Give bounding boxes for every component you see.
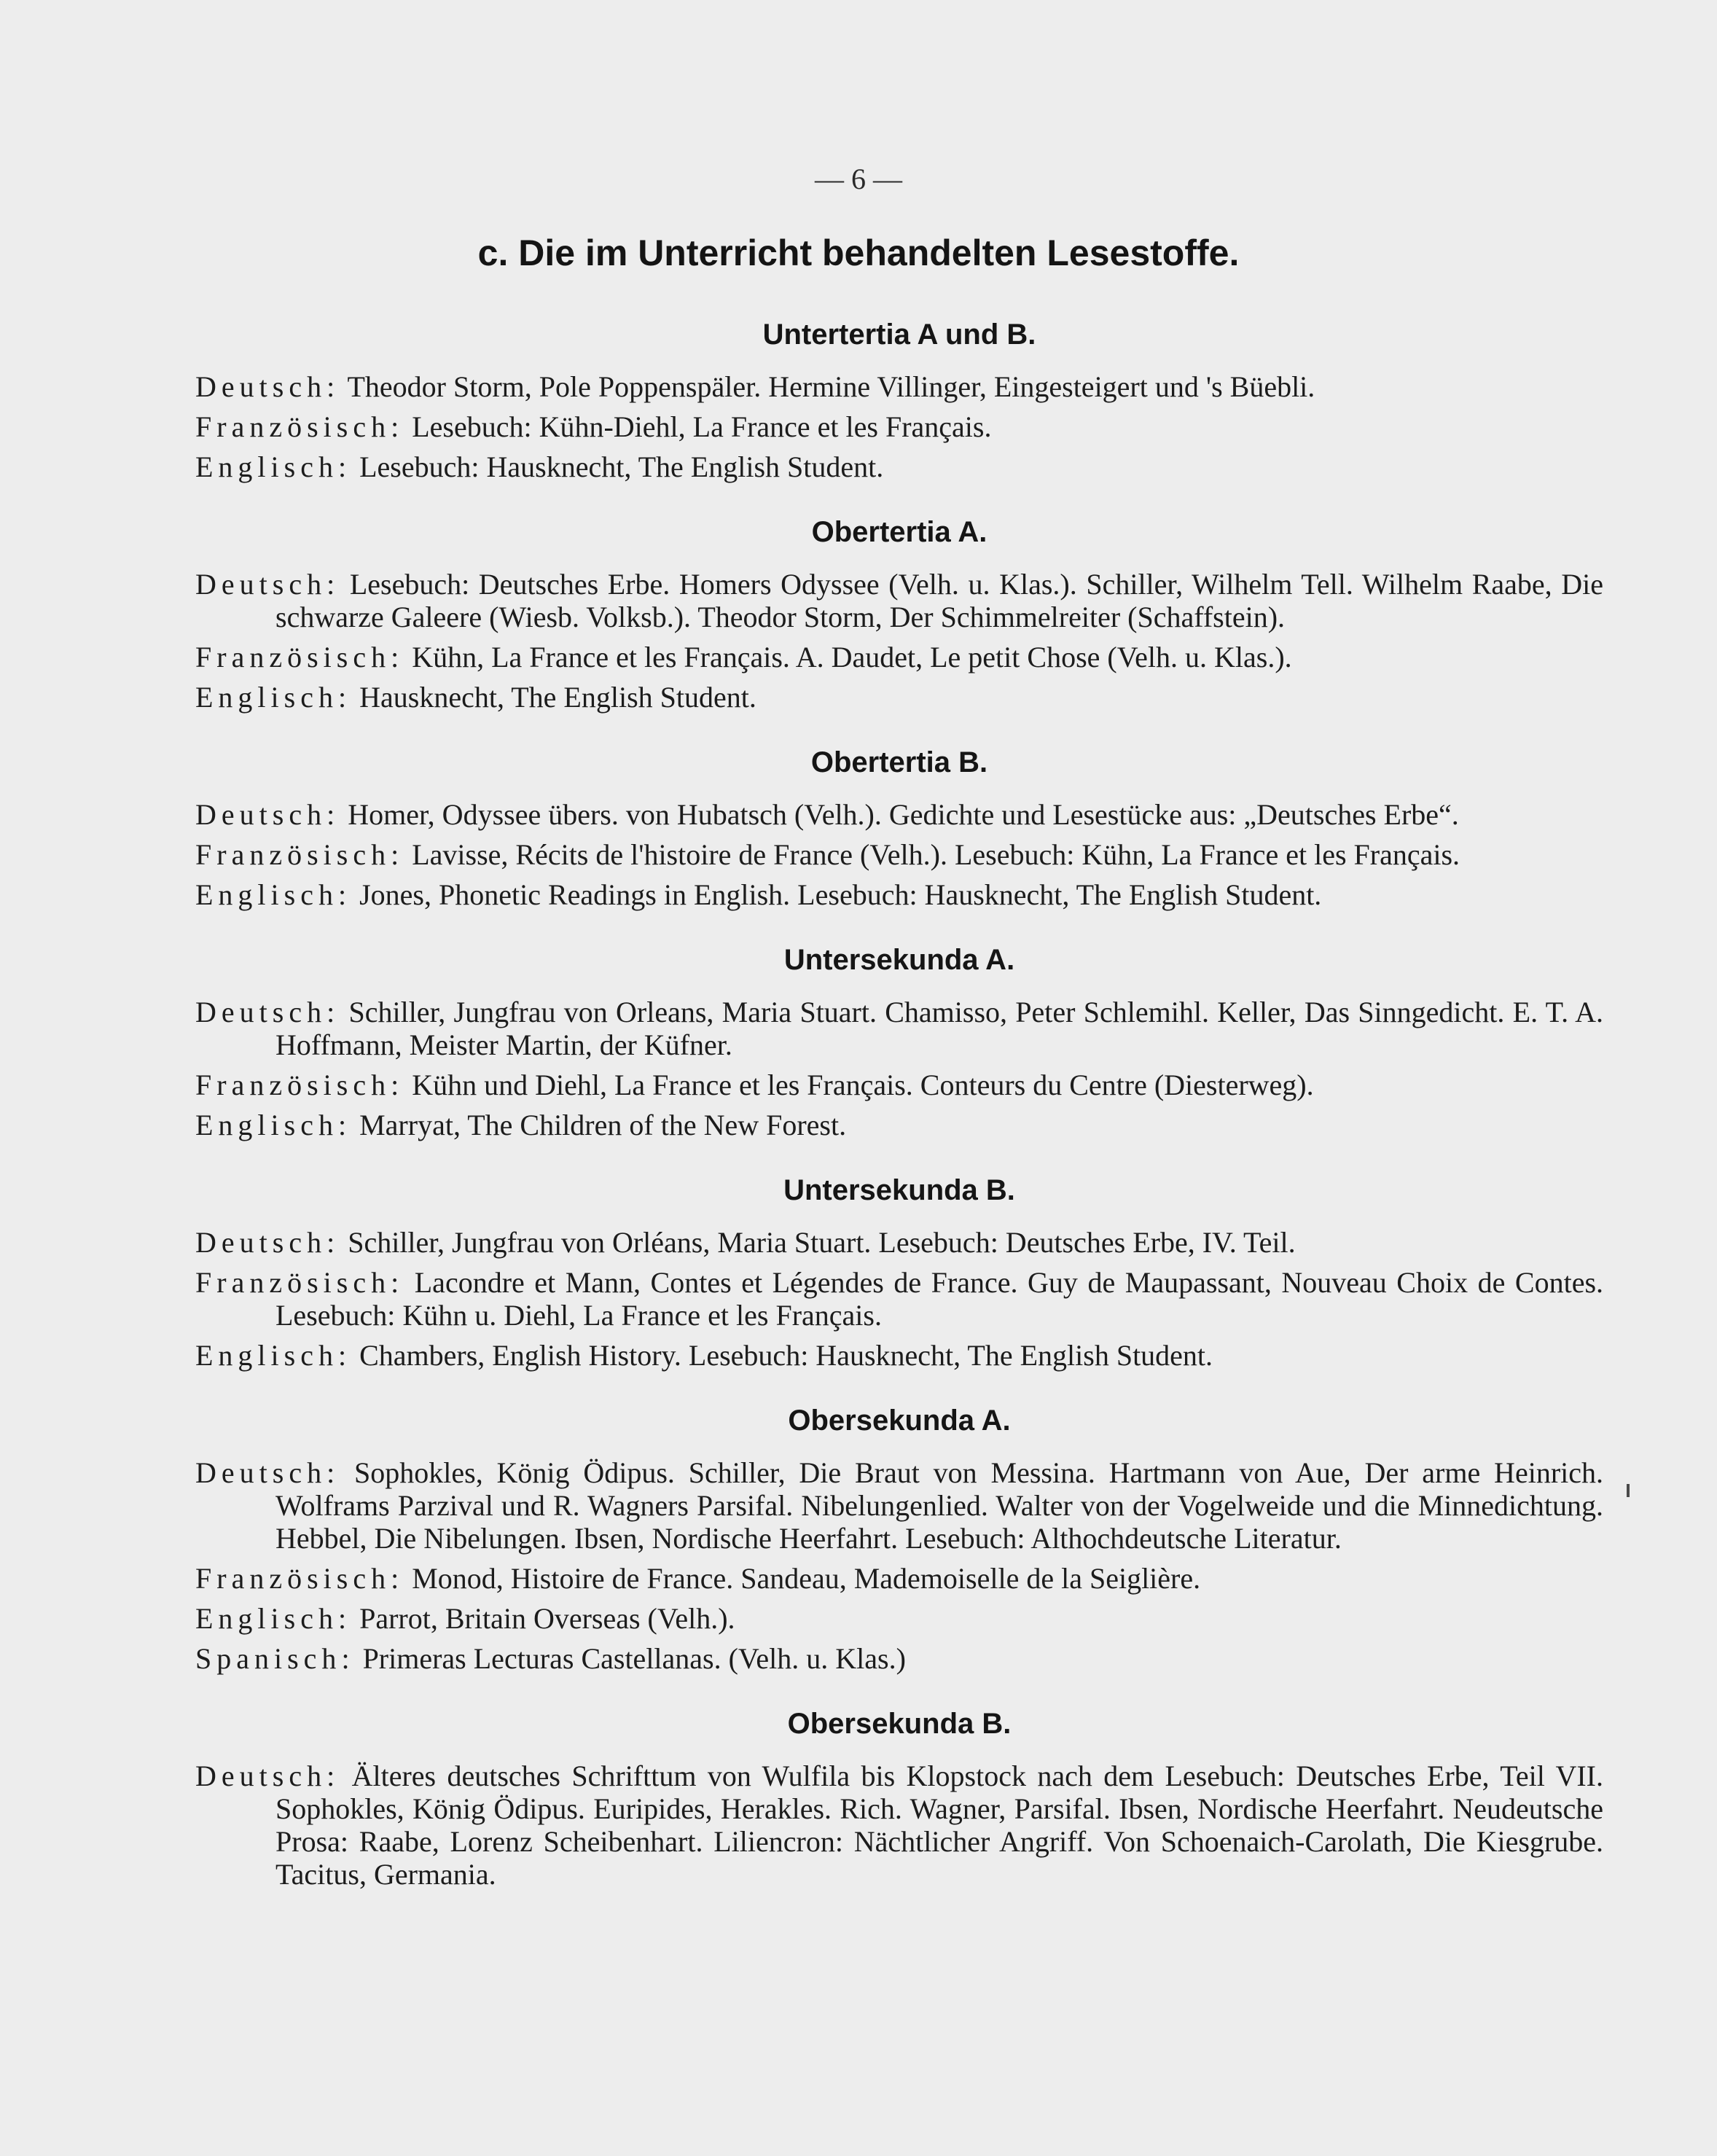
reading-entry <box>195 1642 1603 1675</box>
class-section <box>195 1703 1603 1891</box>
section-heading: Obertertia A. <box>811 516 987 548</box>
reading-text: Hausknecht, The English Student. <box>359 681 756 714</box>
subject-label: Deutsch <box>195 798 327 831</box>
subject-label: Englisch <box>195 681 338 714</box>
subject-label: Französisch <box>195 410 391 443</box>
subject-label: Französisch <box>195 1069 391 1101</box>
reading-entry <box>195 1109 1603 1141</box>
subject-label: Deutsch <box>195 370 327 403</box>
subject-label: Französisch <box>195 1562 391 1595</box>
section-heading: Obersekunda A. <box>788 1405 1011 1437</box>
reading-text: Schiller, Jungfrau von Orléans, Maria Stuart. Lesebuch: Deutsches Erbe, IV. Teil. <box>348 1226 1296 1259</box>
separator: : <box>391 410 399 443</box>
separator: : <box>391 641 399 673</box>
subject-label: Französisch <box>195 838 391 871</box>
class-section <box>195 1399 1603 1675</box>
separator: : <box>326 798 335 831</box>
reading-text: Lacondre et Mann, Contes et Légendes de France. Guy de Maupassant, Nouveau Choix de Contes. Lesebuch: Kühn u. Diehl, La France et les Français. <box>275 1266 1604 1332</box>
subject-label: Englisch <box>195 1109 338 1141</box>
reading-text: Sophokles, König Ödipus. Schiller, Die Braut von Messina. Hartmann von Aue, Der arme Heinrich. Wolframs Parzival und R. Wagners Parsifal. Nibelungenlied. Walter von der Vogelweide und die Minnedichtung. Hebbel, Die Nibelungen. Ibsen, Nordische Heerfahrt. Lesebuch: Althochdeutsche Literatur. <box>275 1456 1604 1555</box>
reading-entry <box>195 1602 1603 1635</box>
reading-text: Chambers, English History. Lesebuch: Hausknecht, The English Student. <box>359 1339 1213 1372</box>
separator: : <box>391 838 399 871</box>
separator: : <box>326 370 335 403</box>
subject-label: Französisch <box>195 641 391 673</box>
separator: : <box>326 996 335 1028</box>
subject-label: Französisch <box>195 1266 391 1299</box>
reading-text: Kühn und Diehl, La France et les Français. Conteurs du Centre (Diesterweg). <box>412 1069 1314 1101</box>
separator: : <box>326 1226 335 1259</box>
reading-entry <box>195 370 1603 403</box>
reading-text: Primeras Lecturas Castellanas. (Velh. u. Klas.) <box>362 1642 906 1675</box>
subject-label: Deutsch <box>195 1759 327 1792</box>
reading-list <box>195 313 1603 1918</box>
reading-entry <box>195 410 1603 443</box>
reading-entry <box>195 1226 1603 1259</box>
reading-text: Marryat, The Children of the New Forest. <box>359 1109 847 1141</box>
subject-label: Englisch <box>195 1339 338 1372</box>
separator: : <box>337 878 347 911</box>
reading-text: Lavisse, Récits de l'histoire de France (Velh.). Lesebuch: Kühn, La France et les Français. <box>412 838 1460 871</box>
reading-entry <box>195 450 1603 483</box>
separator: : <box>391 1562 399 1595</box>
subject-label: Deutsch <box>195 1456 327 1489</box>
separator: : <box>341 1642 350 1675</box>
reading-entry <box>195 1339 1603 1372</box>
class-section <box>195 741 1603 911</box>
scan-mark <box>1627 1484 1630 1497</box>
separator: : <box>391 1069 399 1101</box>
separator: : <box>337 450 347 483</box>
subject-label: Deutsch <box>195 996 327 1028</box>
separator: : <box>337 1339 347 1372</box>
subject-label: Deutsch <box>195 1226 327 1259</box>
separator: : <box>337 681 347 714</box>
subject-label: Englisch <box>195 1602 338 1635</box>
reading-text: Theodor Storm, Pole Poppenspäler. Hermine Villinger, Eingesteigert und 's Büebli. <box>347 370 1315 403</box>
reading-text: Lesebuch: Deutsches Erbe. Homers Odyssee (Velh. u. Klas.). Schiller, Wilhelm Tell. Wilhelm Raabe, Die schwarze Galeere (Wiesb. Volksb.). Theodor Storm, Der Schimmelreiter (Schaffstein). <box>275 568 1604 633</box>
reading-entry <box>195 878 1603 911</box>
section-heading: Obersekunda B. <box>787 1708 1012 1740</box>
reading-entry <box>195 798 1603 831</box>
class-section <box>195 939 1603 1141</box>
reading-text: Monod, Histoire de France. Sandeau, Mademoiselle de la Seiglière. <box>412 1562 1201 1595</box>
reading-text: Älteres deutsches Schrifttum von Wulfila bis Klopstock nach dem Lesebuch: Deutsches Erbe, Teil VII. Sophokles, König Ödipus. Euripides, Herakles. Rich. Wagner, Parsifal. Ibsen, Nordische Heerfahrt. Neudeutsche Prosa: Raabe, Lorenz Scheibenhart. Liliencron: Nächtlicher Angriff. Von Schoenaich-Carolath, Die Kiesgrube. Tacitus, Germania. <box>275 1759 1604 1891</box>
reading-entry <box>195 681 1603 714</box>
reading-entry <box>195 1759 1603 1891</box>
reading-text: Jones, Phonetic Readings in English. Lesebuch: Hausknecht, The English Student. <box>359 878 1322 911</box>
page-title: c. Die im Unterricht behandelten Lesestoffe. <box>477 233 1240 273</box>
separator: : <box>337 1109 347 1141</box>
separator: : <box>337 1602 347 1635</box>
reading-text: Parrot, Britain Overseas (Velh.). <box>359 1602 735 1635</box>
reading-entry <box>195 996 1603 1061</box>
section-heading: Untertertia A und B. <box>762 319 1036 351</box>
class-section <box>195 1169 1603 1372</box>
reading-entry <box>195 1562 1603 1595</box>
reading-entry <box>195 1266 1603 1332</box>
reading-entry <box>195 838 1603 871</box>
reading-entry <box>195 1456 1603 1555</box>
subject-label: Englisch <box>195 878 338 911</box>
reading-text: Lesebuch: Kühn-Diehl, La France et les Français. <box>412 410 992 443</box>
section-heading: Untersekunda A. <box>783 944 1015 976</box>
separator: : <box>326 1456 335 1489</box>
section-heading: Untersekunda B. <box>783 1174 1015 1206</box>
separator: : <box>391 1266 399 1299</box>
page-number: — 6 — <box>815 163 902 195</box>
separator: : <box>326 1759 335 1792</box>
section-heading: Obertertia B. <box>810 746 988 778</box>
reading-text: Kühn, La France et les Français. A. Daudet, Le petit Chose (Velh. u. Klas.). <box>412 641 1292 673</box>
reading-text: Schiller, Jungfrau von Orleans, Maria Stuart. Chamisso, Peter Schlemihl. Keller, Das Sinngedicht. E. T. A. Hoffmann, Meister Martin, der Küfner. <box>275 996 1604 1061</box>
subject-label: Englisch <box>195 450 338 483</box>
reading-entry <box>195 1069 1603 1101</box>
subject-label: Deutsch <box>195 568 327 601</box>
separator: : <box>326 568 335 601</box>
class-section <box>195 313 1603 483</box>
subject-label: Spanisch <box>195 1642 342 1675</box>
reading-entry <box>195 641 1603 673</box>
reading-entry <box>195 568 1603 633</box>
reading-text: Lesebuch: Hausknecht, The English Student. <box>359 450 884 483</box>
class-section <box>195 511 1603 714</box>
reading-text: Homer, Odyssee übers. von Hubatsch (Velh.). Gedichte und Lesestücke aus: „Deutsches Erbe“. <box>348 798 1459 831</box>
